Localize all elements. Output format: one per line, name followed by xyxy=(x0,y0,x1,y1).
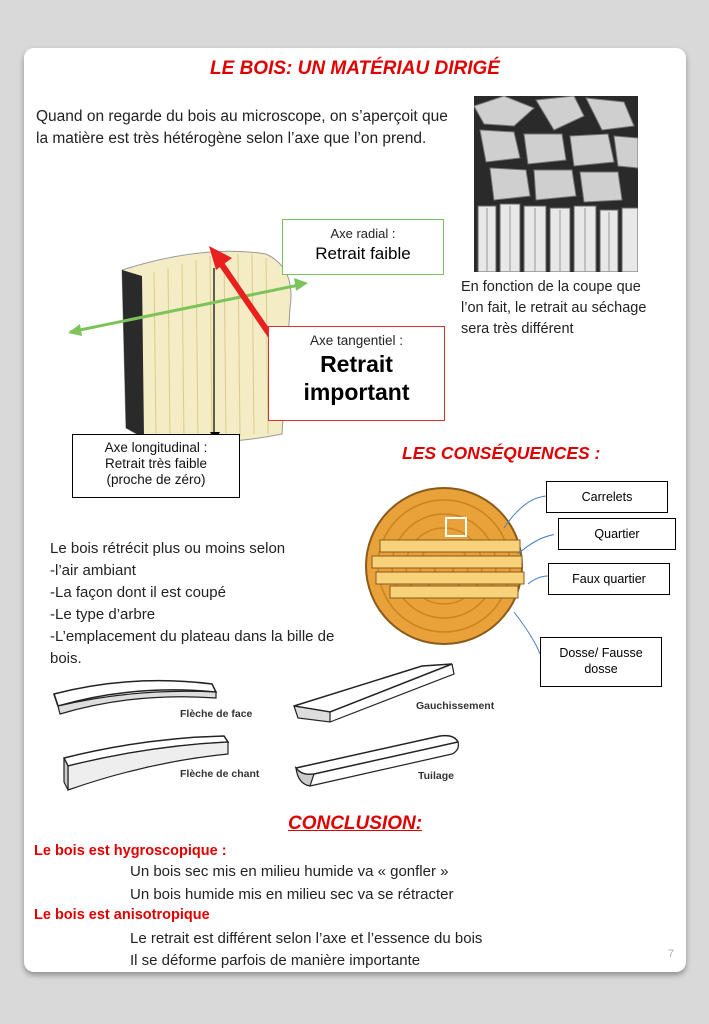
slide xyxy=(24,48,686,972)
deformation-label-3: Flèche de chant xyxy=(180,768,260,780)
cut-note: En fonction de la coupe que l’on fait, le retrait au séchage sera très différent xyxy=(461,279,647,337)
label-dosse xyxy=(540,637,662,687)
label-faux-quartier: Faux quartier xyxy=(548,563,670,595)
intro-text: Quand on regarde du bois au microscope, on s’aperçoit que la matière est très hétérogène selon l’axe que l’on prend. xyxy=(36,108,448,147)
tangential-axis-box xyxy=(268,326,445,421)
consequences-title: LES CONSÉQUENCES : xyxy=(402,443,601,463)
conclusion-heading-2: Le bois est anisotropique xyxy=(34,907,210,923)
page-number: 7 xyxy=(667,948,674,960)
fleche-de-chant-drawing xyxy=(60,732,230,792)
deformation-label-4: Tuilage xyxy=(418,770,454,782)
shrink-item: -Le type d’arbre xyxy=(50,606,156,623)
longitudinal-axis-line-3: (proche de zéro) xyxy=(106,472,206,487)
radial-axis-value: Retrait faible xyxy=(315,244,411,263)
label-dosse-text: Dosse/ Fausse dosse xyxy=(559,646,643,676)
connector-lines xyxy=(494,488,554,658)
conclusion-heading-1: Le bois est hygroscopique : xyxy=(34,843,227,859)
microscope-image xyxy=(474,96,638,272)
shrink-intro: Le bois rétrécit plus ou moins selon xyxy=(50,540,286,557)
radial-axis-label: Axe radial : xyxy=(330,226,396,241)
tangential-axis-value-1: Retrait xyxy=(320,351,393,377)
longitudinal-axis-box xyxy=(72,434,240,498)
tangential-axis-label: Axe tangentiel : xyxy=(309,333,404,348)
tuilage-drawing xyxy=(290,728,470,798)
conclusion-title: CONCLUSION: xyxy=(287,813,423,834)
gauchissement-drawing xyxy=(290,660,470,730)
slide-title: LE BOIS: UN MATÉRIAU DIRIGÉ xyxy=(210,58,500,79)
radial-axis-box xyxy=(282,219,444,275)
shrink-item: -La façon dont il est coupé xyxy=(50,584,226,601)
label-carrelets: Carrelets xyxy=(546,481,668,513)
deformation-label-1: Flèche de face xyxy=(180,708,253,720)
conclusion-line: Un bois humide mis en milieu sec va se rétracter xyxy=(130,886,454,903)
label-quartier: Quartier xyxy=(558,518,676,550)
deformation-label-2: Gauchissement xyxy=(416,700,495,712)
tangential-axis-value-2: important xyxy=(303,379,410,405)
fleche-de-face-drawing xyxy=(52,670,222,730)
conclusion-line: Il se déforme parfois de manière importante xyxy=(130,952,421,969)
shrink-item: -l’air ambiant xyxy=(50,562,136,579)
conclusion-line: Le retrait est différent selon l’axe et l’essence du bois xyxy=(130,930,483,947)
shrink-item: -L’emplacement du plateau dans la bille de bois. xyxy=(50,628,335,667)
shrink-text xyxy=(50,538,350,670)
longitudinal-axis-line-2: Retrait très faible xyxy=(104,456,208,471)
longitudinal-axis-line-1: Axe longitudinal : xyxy=(104,440,208,455)
conclusion-line: Un bois sec mis en milieu humide va « gonfler » xyxy=(130,863,449,880)
